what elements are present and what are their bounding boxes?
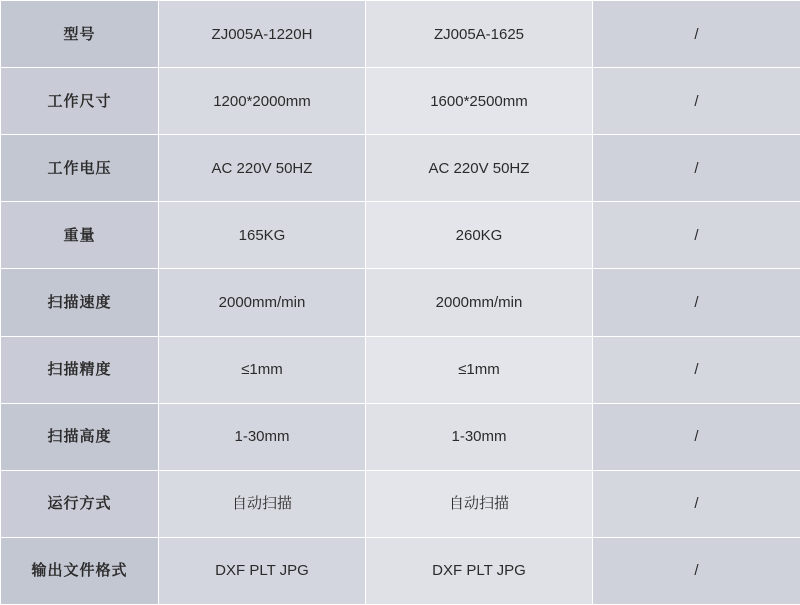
- row-value-1: 2000mm/min: [159, 269, 366, 336]
- row-label: 扫描精度: [1, 336, 159, 403]
- row-value-3: /: [593, 68, 800, 135]
- row-value-1: 1-30mm: [159, 403, 366, 470]
- row-label: 扫描高度: [1, 403, 159, 470]
- row-label: 工作电压: [1, 135, 159, 202]
- row-value-1: ≤1mm: [159, 336, 366, 403]
- row-value-1: 1200*2000mm: [159, 68, 366, 135]
- row-value-3: /: [593, 269, 800, 336]
- table-row: [1, 135, 800, 202]
- table-row: [1, 269, 800, 336]
- table-row: [1, 68, 800, 135]
- row-value-3: /: [593, 202, 800, 269]
- row-value-1: AC 220V 50HZ: [159, 135, 366, 202]
- row-value-3: /: [593, 403, 800, 470]
- row-value-3: /: [593, 1, 800, 68]
- row-label: 重量: [1, 202, 159, 269]
- row-label: 工作尺寸: [1, 68, 159, 135]
- table-row: [1, 1, 800, 68]
- table-row: [1, 202, 800, 269]
- row-value-1: 165KG: [159, 202, 366, 269]
- row-value-2: 2000mm/min: [366, 269, 593, 336]
- table-row: [1, 403, 800, 470]
- table-body: [1, 1, 800, 605]
- row-value-1: ZJ005A-1220H: [159, 1, 366, 68]
- row-value-1: 自动扫描: [159, 470, 366, 537]
- row-label: 型号: [1, 1, 159, 68]
- row-value-2: 260KG: [366, 202, 593, 269]
- row-value-2: AC 220V 50HZ: [366, 135, 593, 202]
- row-value-3: /: [593, 537, 800, 604]
- row-value-3: /: [593, 470, 800, 537]
- row-value-2: ≤1mm: [366, 336, 593, 403]
- table-row: [1, 470, 800, 537]
- table-row: [1, 537, 800, 604]
- row-value-3: /: [593, 336, 800, 403]
- row-value-3: /: [593, 135, 800, 202]
- row-value-1: DXF PLT JPG: [159, 537, 366, 604]
- table-row: [1, 336, 800, 403]
- row-label: 扫描速度: [1, 269, 159, 336]
- row-value-2: 1600*2500mm: [366, 68, 593, 135]
- row-value-2: 自动扫描: [366, 470, 593, 537]
- row-value-2: DXF PLT JPG: [366, 537, 593, 604]
- row-value-2: 1-30mm: [366, 403, 593, 470]
- row-label: 输出文件格式: [1, 537, 159, 604]
- row-value-2: ZJ005A-1625: [366, 1, 593, 68]
- row-label: 运行方式: [1, 470, 159, 537]
